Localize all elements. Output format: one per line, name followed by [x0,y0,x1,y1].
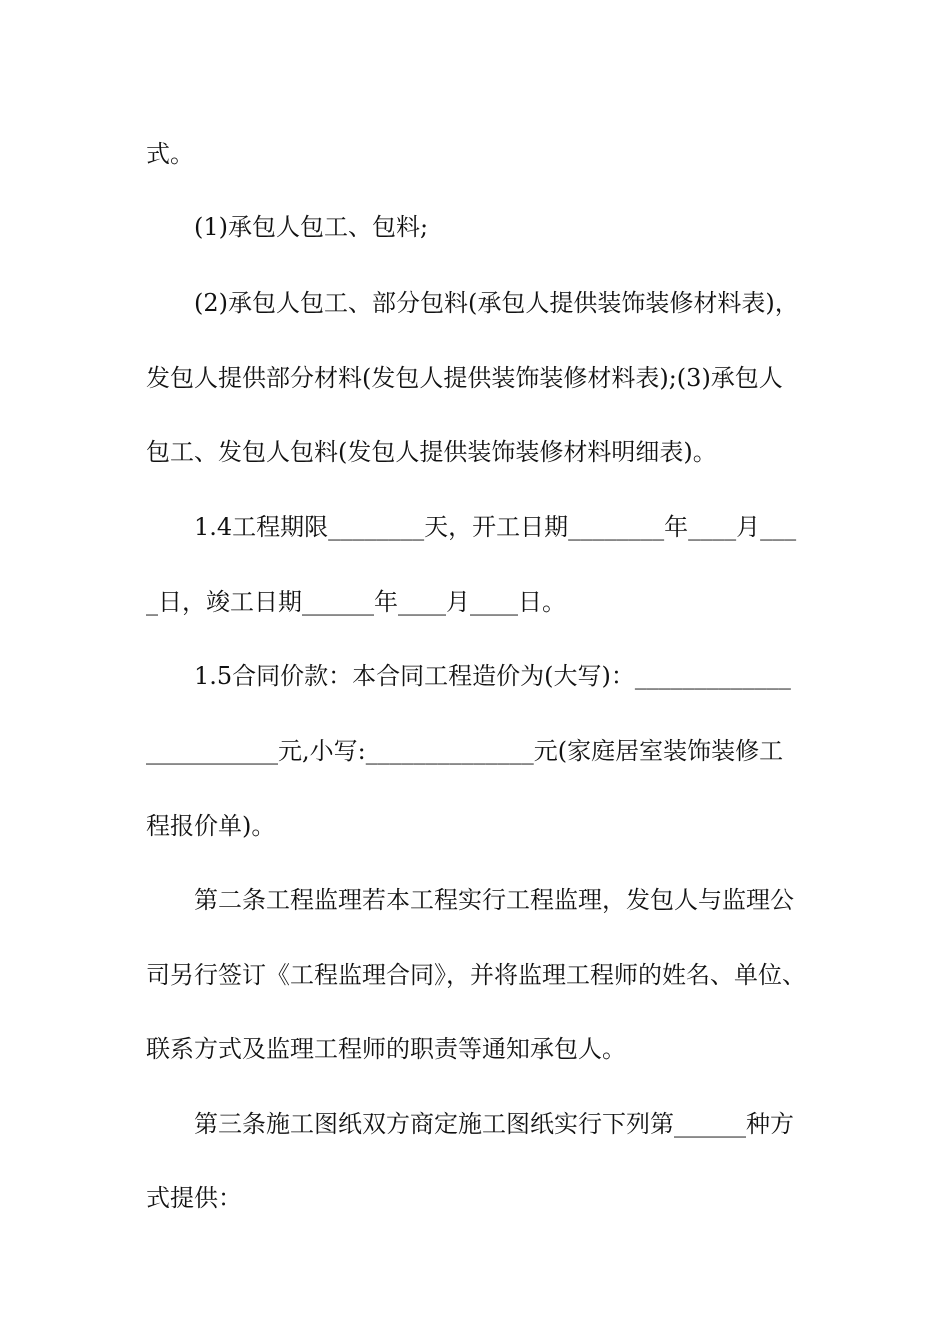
text-line: 1.5合同价款：本合同工程造价为(大写)：_____________ [194,662,791,690]
text-line: 程报价单)。 [146,812,276,840]
text-line: 联系方式及监理工程师的职责等通知承包人。 [146,1035,626,1063]
text-line: ___________元,小写:______________元(家庭居室装饰装修工 [146,737,784,765]
text-line: (2)承包人包工、部分包料(承包人提供装饰装修材料表)， [194,289,799,317]
text-line: (1)承包人包工、包料; [194,213,429,241]
text-line: 1.4工程期限________天，开工日期________年____月___ [194,513,797,541]
text-line: 包工、发包人包料(发包人提供装饰装修材料明细表)。 [146,438,717,466]
text-line: 司另行签订《工程监理合同》，并将监理工程师的姓名、单位、 [146,961,806,989]
text-line: 第三条施工图纸双方商定施工图纸实行下列第______种方 [194,1110,794,1138]
text-line: 发包人提供部分材料(发包人提供装饰装修材料表);(3)承包人 [146,364,783,392]
text-line: 式提供： [146,1184,242,1212]
text-line: 第二条工程监理若本工程实行工程监理，发包人与监理公 [194,886,794,914]
text-line: 式。 [146,140,194,168]
text-line: _日，竣工日期______年____月____日。 [146,588,566,616]
